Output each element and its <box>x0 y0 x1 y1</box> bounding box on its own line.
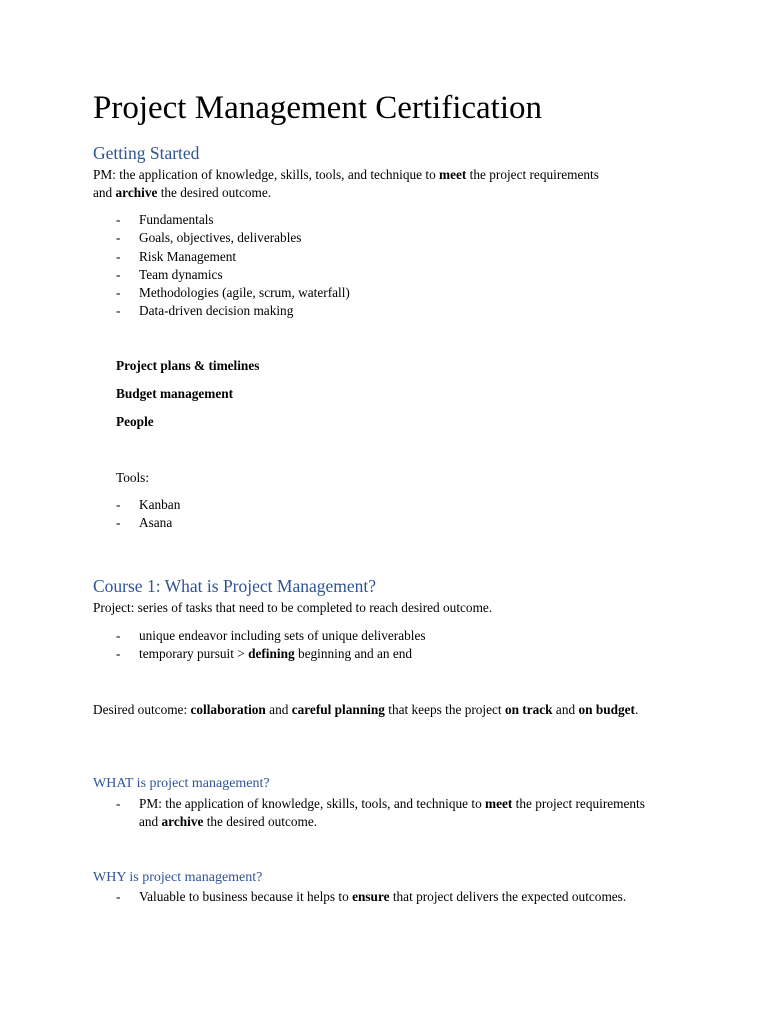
text-run-what-list-0-2: the project requirements and <box>139 796 645 830</box>
text-run-desired-outcome-4: that keeps the project <box>384 702 505 717</box>
why-heading: WHY is project management? <box>93 870 263 885</box>
document-title: Project Management Certification <box>93 90 543 126</box>
list-item <box>0 284 659 302</box>
list-item-text: Risk Management <box>139 248 237 264</box>
list-item-text: Methodologies (agile, scrum, waterfall) <box>139 285 350 301</box>
bold-text-desired-outcome-7: on budget <box>578 702 635 717</box>
bold-text-what-list-0-1: meet <box>485 796 513 811</box>
bold-text-why-list-0-1: ensure <box>352 889 390 904</box>
tools-label: Tools: <box>116 470 150 485</box>
text-run-why-list-0-2: that project delivers the expected outcomes. <box>389 889 627 904</box>
bold-topic-plans: Project plans & timelines <box>116 358 260 373</box>
text-run-project-traits-list-0-0: unique endeavor including sets of unique deliverables <box>139 628 426 643</box>
list-item <box>0 795 659 832</box>
text-run-what-list-0-0: PM: the application of knowledge, skills, tools, and technique to <box>139 796 486 811</box>
list-item <box>0 211 659 229</box>
text-run-pm-definition-4: the desired outcome. <box>157 185 272 201</box>
text-run-desired-outcome-2: and <box>265 702 292 717</box>
bold-topic-people: People <box>116 414 154 429</box>
bold-text-desired-outcome-3: careful planning <box>291 702 385 717</box>
list-item <box>0 248 659 266</box>
text-run-desired-outcome-0: Desired outcome: <box>93 702 191 717</box>
dash-bullet: - <box>116 796 121 811</box>
dash-bullet: - <box>116 515 121 531</box>
text-run-pm-definition-0: PM: the application of knowledge, skills, tools, and technique to <box>93 167 440 182</box>
bold-text-what-list-0-3: archive <box>161 814 204 830</box>
list-item <box>0 496 659 514</box>
list-item-text: Team dynamics <box>139 266 223 282</box>
list-item <box>0 302 659 320</box>
list-item <box>0 266 659 284</box>
dash-bullet: - <box>116 497 121 512</box>
list-item-text: Goals, objectives, deliverables <box>139 230 302 246</box>
list-item <box>0 627 659 645</box>
dash-bullet: - <box>116 646 121 662</box>
dash-bullet: - <box>116 212 121 227</box>
dash-bullet: - <box>116 889 121 904</box>
list-item-text: Data-driven decision making <box>139 303 294 319</box>
desired-outcome <box>93 701 693 719</box>
text-run-what-list-0-4: the desired outcome. <box>203 814 318 830</box>
list-item-text: Asana <box>139 515 173 531</box>
tools-list <box>0 496 659 533</box>
project-definition: Project: series of tasks that need to be completed to reach desired outcome. <box>93 600 493 615</box>
list-item <box>0 514 659 532</box>
dash-bullet: - <box>116 285 121 301</box>
dash-bullet: - <box>116 230 121 246</box>
why-list <box>0 888 659 906</box>
getting-started-heading: Getting Started <box>93 143 200 163</box>
bold-topic-budget: Budget management <box>116 386 234 401</box>
pm-definition <box>93 166 613 203</box>
dash-bullet: - <box>116 266 121 282</box>
list-item <box>0 645 659 663</box>
fundamentals-list <box>0 211 659 321</box>
what-heading: WHAT is project management? <box>93 776 270 791</box>
list-item <box>0 888 659 906</box>
text-run-project-traits-list-1-0: temporary pursuit > <box>139 646 249 662</box>
text-run-desired-outcome-6: and <box>552 702 579 717</box>
text-run-pm-definition-2: the project requirements and <box>93 167 599 201</box>
bold-text-desired-outcome-1: collaboration <box>190 702 266 717</box>
what-list <box>0 795 659 832</box>
bold-text-desired-outcome-5: on track <box>504 702 553 717</box>
list-item <box>0 229 659 247</box>
bold-text-pm-definition-1: meet <box>439 167 467 182</box>
text-run-project-traits-list-1-2: beginning and an end <box>294 646 413 662</box>
list-item-text: Kanban <box>139 497 181 512</box>
bold-text-project-traits-list-1-1: defining <box>248 646 295 662</box>
project-traits-list <box>0 627 659 664</box>
text-run-why-list-0-0: Valuable to business because it helps to <box>139 889 353 904</box>
text-run-desired-outcome-8: . <box>634 702 639 717</box>
dash-bullet: - <box>116 248 121 264</box>
bold-text-pm-definition-3: archive <box>115 185 158 201</box>
list-item-text: Fundamentals <box>139 212 214 227</box>
dash-bullet: - <box>116 303 121 319</box>
course1-heading: Course 1: What is Project Management? <box>93 576 377 596</box>
dash-bullet: - <box>116 628 121 643</box>
